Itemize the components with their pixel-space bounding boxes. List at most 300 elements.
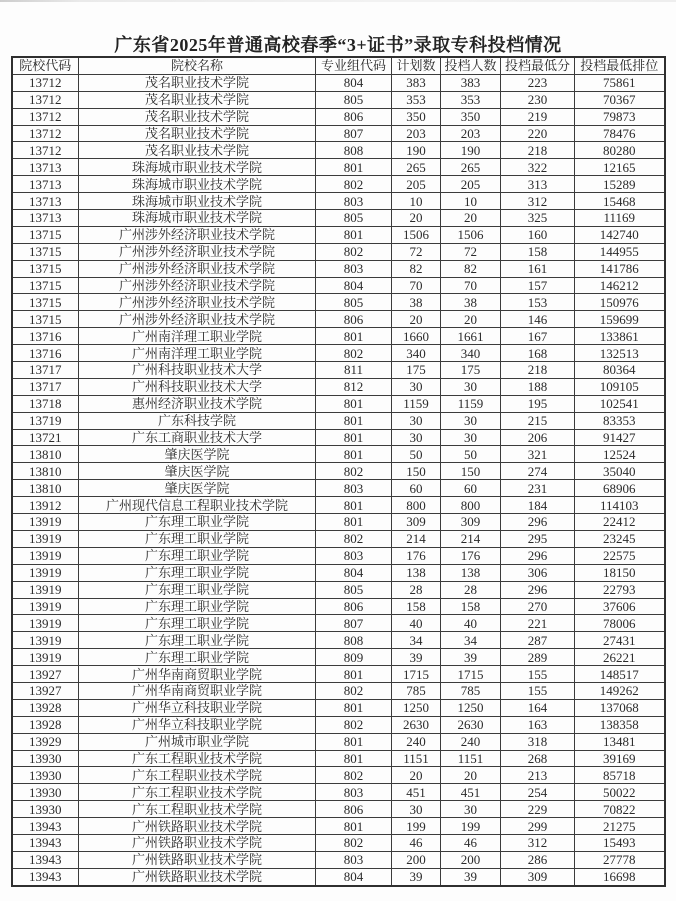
table-cell: 46	[441, 834, 501, 851]
table-cell: 254	[501, 784, 575, 801]
table-cell: 广州涉外经济职业技术学院	[79, 277, 316, 294]
table-cell: 801	[316, 429, 392, 446]
table-cell: 804	[316, 74, 392, 91]
table-cell: 15289	[575, 176, 665, 193]
table-cell: 50	[441, 446, 501, 463]
table-cell: 广东科技学院	[79, 412, 316, 429]
table-cell: 802	[316, 834, 392, 851]
table-cell: 13810	[12, 480, 79, 497]
table-row	[12, 243, 665, 260]
table-cell: 203	[441, 125, 501, 142]
table-cell: 20	[441, 210, 501, 227]
table-row	[12, 649, 665, 666]
table-body	[12, 74, 665, 885]
table-cell: 22793	[575, 581, 665, 598]
table-cell: 13919	[12, 581, 79, 598]
table-cell: 802	[316, 716, 392, 733]
table-cell: 20	[392, 767, 441, 784]
table-cell: 10	[392, 193, 441, 210]
table-cell: 383	[441, 74, 501, 91]
table-cell: 1715	[392, 666, 441, 683]
table-cell: 12165	[575, 159, 665, 176]
table-cell: 13713	[12, 210, 79, 227]
table-cell: 广州涉外经济职业技术学院	[79, 311, 316, 328]
table-cell: 325	[501, 210, 575, 227]
table-cell: 13713	[12, 193, 79, 210]
table-row	[12, 260, 665, 277]
table-cell: 190	[441, 142, 501, 159]
table-row	[12, 598, 665, 615]
table-cell: 287	[501, 632, 575, 649]
table-row	[12, 514, 665, 531]
table-cell: 13943	[12, 851, 79, 868]
table-cell: 广州涉外经济职业技术学院	[79, 243, 316, 260]
table-cell: 30	[441, 429, 501, 446]
table-cell: 广东工商职业技术大学	[79, 429, 316, 446]
table-cell: 肇庆医学院	[79, 480, 316, 497]
table-cell: 1506	[392, 226, 441, 243]
table-cell: 1250	[392, 699, 441, 716]
table-cell: 20	[441, 311, 501, 328]
table-cell: 802	[316, 530, 392, 547]
table-cell: 146	[501, 311, 575, 328]
table-cell: 805	[316, 210, 392, 227]
table-cell: 785	[441, 682, 501, 699]
table-row	[12, 91, 665, 108]
table-cell: 153	[501, 294, 575, 311]
table-cell: 75861	[575, 74, 665, 91]
table-cell: 30	[392, 378, 441, 395]
table-cell: 213	[501, 767, 575, 784]
table-cell: 188	[501, 378, 575, 395]
table-cell: 80364	[575, 362, 665, 379]
table-cell: 40	[392, 615, 441, 632]
table-cell: 144955	[575, 243, 665, 260]
table-cell: 茂名职业技术学院	[79, 142, 316, 159]
table-cell: 广州涉外经济职业技术学院	[79, 260, 316, 277]
table-cell: 801	[316, 733, 392, 750]
table-cell: 801	[316, 666, 392, 683]
column-header: 投档最低分	[501, 57, 575, 74]
table-cell: 28	[441, 581, 501, 598]
table-cell: 广州铁路职业技术学院	[79, 868, 316, 885]
table-row	[12, 429, 665, 446]
table-cell: 808	[316, 142, 392, 159]
table-cell: 13928	[12, 716, 79, 733]
table-cell: 20	[441, 767, 501, 784]
table-cell: 50022	[575, 784, 665, 801]
table-cell: 70	[392, 277, 441, 294]
table-cell: 299	[501, 818, 575, 835]
table-cell: 68906	[575, 480, 665, 497]
column-header: 专业组代码	[316, 57, 392, 74]
table-cell: 13717	[12, 362, 79, 379]
table-cell: 茂名职业技术学院	[79, 125, 316, 142]
table-cell: 广州现代信息工程职业技术学院	[79, 497, 316, 514]
table-cell: 广州铁路职业技术学院	[79, 851, 316, 868]
table-cell: 150976	[575, 294, 665, 311]
table-cell: 30	[392, 412, 441, 429]
table-cell: 13943	[12, 868, 79, 885]
table-cell: 10	[441, 193, 501, 210]
table-cell: 150	[392, 463, 441, 480]
table-cell: 231	[501, 480, 575, 497]
table-row	[12, 395, 665, 412]
table-cell: 167	[501, 328, 575, 345]
table-cell: 13919	[12, 615, 79, 632]
table-cell: 801	[316, 497, 392, 514]
table-cell: 广州城市职业学院	[79, 733, 316, 750]
table-cell: 13712	[12, 91, 79, 108]
table-cell: 155	[501, 682, 575, 699]
table-cell: 13715	[12, 260, 79, 277]
table-cell: 82	[392, 260, 441, 277]
table-cell: 312	[501, 834, 575, 851]
table-cell: 广州华立科技职业学院	[79, 716, 316, 733]
table-cell: 313	[501, 176, 575, 193]
table-cell: 164	[501, 699, 575, 716]
table-cell: 广东理工职业学院	[79, 564, 316, 581]
table-cell: 广东理工职业学院	[79, 530, 316, 547]
table-cell: 85718	[575, 767, 665, 784]
table-cell: 13919	[12, 547, 79, 564]
table-cell: 158	[501, 243, 575, 260]
table-row	[12, 581, 665, 598]
table-row	[12, 834, 665, 851]
table-row	[12, 125, 665, 142]
table-cell: 39	[392, 649, 441, 666]
table-cell: 161	[501, 260, 575, 277]
table-cell: 801	[316, 395, 392, 412]
table-cell: 13930	[12, 750, 79, 767]
table-cell: 广州涉外经济职业技术学院	[79, 294, 316, 311]
table-cell: 27778	[575, 851, 665, 868]
table-cell: 340	[392, 345, 441, 362]
table-cell: 广州南洋理工职业学院	[79, 345, 316, 362]
table-cell: 13928	[12, 699, 79, 716]
table-cell: 13717	[12, 378, 79, 395]
table-cell: 802	[316, 243, 392, 260]
table-cell: 13919	[12, 514, 79, 531]
table-cell: 802	[316, 463, 392, 480]
column-header: 计划数	[392, 57, 441, 74]
table-cell: 广州华南商贸职业学院	[79, 666, 316, 683]
table-cell: 13718	[12, 395, 79, 412]
table-row	[12, 564, 665, 581]
table-cell: 804	[316, 564, 392, 581]
table-row	[12, 210, 665, 227]
table-cell: 39	[392, 868, 441, 885]
table-cell: 1715	[441, 666, 501, 683]
table-cell: 13719	[12, 412, 79, 429]
table-cell: 13929	[12, 733, 79, 750]
table-cell: 13712	[12, 142, 79, 159]
table-cell: 802	[316, 345, 392, 362]
table-cell: 广东理工职业学院	[79, 581, 316, 598]
table-row	[12, 378, 665, 395]
table-cell: 804	[316, 868, 392, 885]
table-cell: 133861	[575, 328, 665, 345]
table-cell: 13721	[12, 429, 79, 446]
table-cell: 200	[441, 851, 501, 868]
table-cell: 306	[501, 564, 575, 581]
table-cell: 13715	[12, 226, 79, 243]
table-cell: 11169	[575, 210, 665, 227]
table-row	[12, 699, 665, 716]
table-cell: 804	[316, 277, 392, 294]
table-row	[12, 412, 665, 429]
column-header: 院校代码	[12, 57, 79, 74]
table-row	[12, 547, 665, 564]
table-cell: 200	[392, 851, 441, 868]
table-cell: 158	[392, 598, 441, 615]
table-cell: 广东理工职业学院	[79, 615, 316, 632]
table-row	[12, 176, 665, 193]
table-cell: 805	[316, 91, 392, 108]
table-cell: 803	[316, 851, 392, 868]
table-cell: 91427	[575, 429, 665, 446]
table-cell: 142740	[575, 226, 665, 243]
table-cell: 190	[392, 142, 441, 159]
table-cell: 13919	[12, 530, 79, 547]
table-cell: 807	[316, 125, 392, 142]
table-cell: 805	[316, 581, 392, 598]
table-cell: 40	[441, 615, 501, 632]
table-row	[12, 362, 665, 379]
table-cell: 205	[392, 176, 441, 193]
table-cell: 广州华南商贸职业学院	[79, 682, 316, 699]
table-row	[12, 226, 665, 243]
table-cell: 13919	[12, 598, 79, 615]
table-cell: 141786	[575, 260, 665, 277]
table-cell: 22412	[575, 514, 665, 531]
table-cell: 广州铁路职业技术学院	[79, 834, 316, 851]
table-cell: 1151	[441, 750, 501, 767]
table-cell: 149262	[575, 682, 665, 699]
table-cell: 茂名职业技术学院	[79, 74, 316, 91]
table-row	[12, 733, 665, 750]
table-row	[12, 632, 665, 649]
table-row	[12, 294, 665, 311]
table-cell: 13716	[12, 328, 79, 345]
table-cell: 80280	[575, 142, 665, 159]
table-cell: 801	[316, 750, 392, 767]
table-cell: 13713	[12, 159, 79, 176]
table-cell: 34	[392, 632, 441, 649]
table-cell: 13481	[575, 733, 665, 750]
table-cell: 214	[441, 530, 501, 547]
column-header: 投档人数	[441, 57, 501, 74]
table-cell: 1151	[392, 750, 441, 767]
table-cell: 157	[501, 277, 575, 294]
table-cell: 809	[316, 649, 392, 666]
table-cell: 138358	[575, 716, 665, 733]
table-cell: 802	[316, 682, 392, 699]
table-cell: 13927	[12, 666, 79, 683]
table-cell: 268	[501, 750, 575, 767]
table-cell: 13712	[12, 125, 79, 142]
table-cell: 广东工程职业技术学院	[79, 801, 316, 818]
table-cell: 30	[392, 429, 441, 446]
table-cell: 广东工程职业技术学院	[79, 750, 316, 767]
table-cell: 15468	[575, 193, 665, 210]
table-cell: 30	[392, 801, 441, 818]
table-cell: 801	[316, 412, 392, 429]
table-cell: 13810	[12, 463, 79, 480]
table-cell: 39169	[575, 750, 665, 767]
table-cell: 289	[501, 649, 575, 666]
table-row	[12, 615, 665, 632]
table-cell: 309	[441, 514, 501, 531]
page-title: 广东省2025年普通高校春季“3+证书”录取专科投档情况	[114, 35, 562, 55]
table-cell: 37606	[575, 598, 665, 615]
table-cell: 801	[316, 328, 392, 345]
table-cell: 1250	[441, 699, 501, 716]
table-cell: 205	[441, 176, 501, 193]
table-cell: 30	[441, 801, 501, 818]
table-cell: 82	[441, 260, 501, 277]
table-row	[12, 159, 665, 176]
table-cell: 70	[441, 277, 501, 294]
table-cell: 2630	[392, 716, 441, 733]
table-cell: 30	[441, 378, 501, 395]
table-cell: 230	[501, 91, 575, 108]
table-cell: 18150	[575, 564, 665, 581]
table-cell: 13927	[12, 682, 79, 699]
table-cell: 26221	[575, 649, 665, 666]
table-cell: 295	[501, 530, 575, 547]
table-cell: 79873	[575, 108, 665, 125]
table-cell: 13715	[12, 311, 79, 328]
table-cell: 13930	[12, 767, 79, 784]
scan-edge-artifact	[0, 0, 676, 2]
table-cell: 383	[392, 74, 441, 91]
table-cell: 801	[316, 514, 392, 531]
table-cell: 296	[501, 581, 575, 598]
table-cell: 13716	[12, 345, 79, 362]
table-cell: 广东工程职业技术学院	[79, 784, 316, 801]
table-row	[12, 142, 665, 159]
table-cell: 13943	[12, 818, 79, 835]
table-cell: 803	[316, 260, 392, 277]
table-row	[12, 767, 665, 784]
table-row	[12, 750, 665, 767]
table-cell: 312	[501, 193, 575, 210]
table-cell: 265	[392, 159, 441, 176]
table-cell: 茂名职业技术学院	[79, 91, 316, 108]
column-header: 院校名称	[79, 57, 316, 74]
table-cell: 159699	[575, 311, 665, 328]
table-cell: 广州科技职业技术大学	[79, 362, 316, 379]
table-row	[12, 851, 665, 868]
table-cell: 广州南洋理工职业学院	[79, 328, 316, 345]
table-cell: 23245	[575, 530, 665, 547]
table-cell: 206	[501, 429, 575, 446]
table-cell: 15493	[575, 834, 665, 851]
table-cell: 35040	[575, 463, 665, 480]
table-cell: 78476	[575, 125, 665, 142]
table-cell: 50	[392, 446, 441, 463]
table-cell: 353	[441, 91, 501, 108]
table-cell: 240	[441, 733, 501, 750]
table-cell: 13712	[12, 74, 79, 91]
table-cell: 148517	[575, 666, 665, 683]
table-cell: 60	[441, 480, 501, 497]
table-row	[12, 311, 665, 328]
table-cell: 309	[392, 514, 441, 531]
table-cell: 21275	[575, 818, 665, 835]
table-cell: 珠海城市职业技术学院	[79, 210, 316, 227]
table-cell: 13713	[12, 176, 79, 193]
table-cell: 广州铁路职业技术学院	[79, 818, 316, 835]
table-cell: 350	[392, 108, 441, 125]
table-row	[12, 682, 665, 699]
table-cell: 39	[441, 649, 501, 666]
table-cell: 珠海城市职业技术学院	[79, 159, 316, 176]
table-cell: 13715	[12, 243, 79, 260]
table-cell: 274	[501, 463, 575, 480]
table-cell: 318	[501, 733, 575, 750]
table-cell: 163	[501, 716, 575, 733]
table-row	[12, 277, 665, 294]
table-cell: 广东理工职业学院	[79, 514, 316, 531]
table-row	[12, 868, 665, 885]
table-cell: 296	[501, 514, 575, 531]
table-cell: 广东理工职业学院	[79, 632, 316, 649]
table-row	[12, 666, 665, 683]
table-cell: 13943	[12, 834, 79, 851]
table-cell: 801	[316, 446, 392, 463]
table-cell: 30	[441, 412, 501, 429]
table-cell: 138	[392, 564, 441, 581]
table-row	[12, 328, 665, 345]
table-cell: 218	[501, 362, 575, 379]
table-row	[12, 463, 665, 480]
table-cell: 195	[501, 395, 575, 412]
table-cell: 321	[501, 446, 575, 463]
table-cell: 240	[392, 733, 441, 750]
table-cell: 806	[316, 311, 392, 328]
table-row	[12, 480, 665, 497]
table-cell: 13930	[12, 801, 79, 818]
table-cell: 175	[392, 362, 441, 379]
table-cell: 229	[501, 801, 575, 818]
table-cell: 218	[501, 142, 575, 159]
table-cell: 807	[316, 615, 392, 632]
table-cell: 1159	[441, 395, 501, 412]
table-row	[12, 108, 665, 125]
table-row	[12, 818, 665, 835]
table-cell: 800	[392, 497, 441, 514]
table-cell: 350	[441, 108, 501, 125]
table-cell: 102541	[575, 395, 665, 412]
table-cell: 109105	[575, 378, 665, 395]
table-cell: 176	[441, 547, 501, 564]
table-cell: 806	[316, 598, 392, 615]
table-cell: 13919	[12, 649, 79, 666]
table-cell: 20	[392, 311, 441, 328]
table-row	[12, 446, 665, 463]
table-cell: 184	[501, 497, 575, 514]
table-row	[12, 74, 665, 91]
table-cell: 46	[392, 834, 441, 851]
table-cell: 38	[441, 294, 501, 311]
table-row	[12, 530, 665, 547]
table-cell: 802	[316, 767, 392, 784]
table-cell: 199	[441, 818, 501, 835]
table-cell: 38	[392, 294, 441, 311]
table-cell: 203	[392, 125, 441, 142]
